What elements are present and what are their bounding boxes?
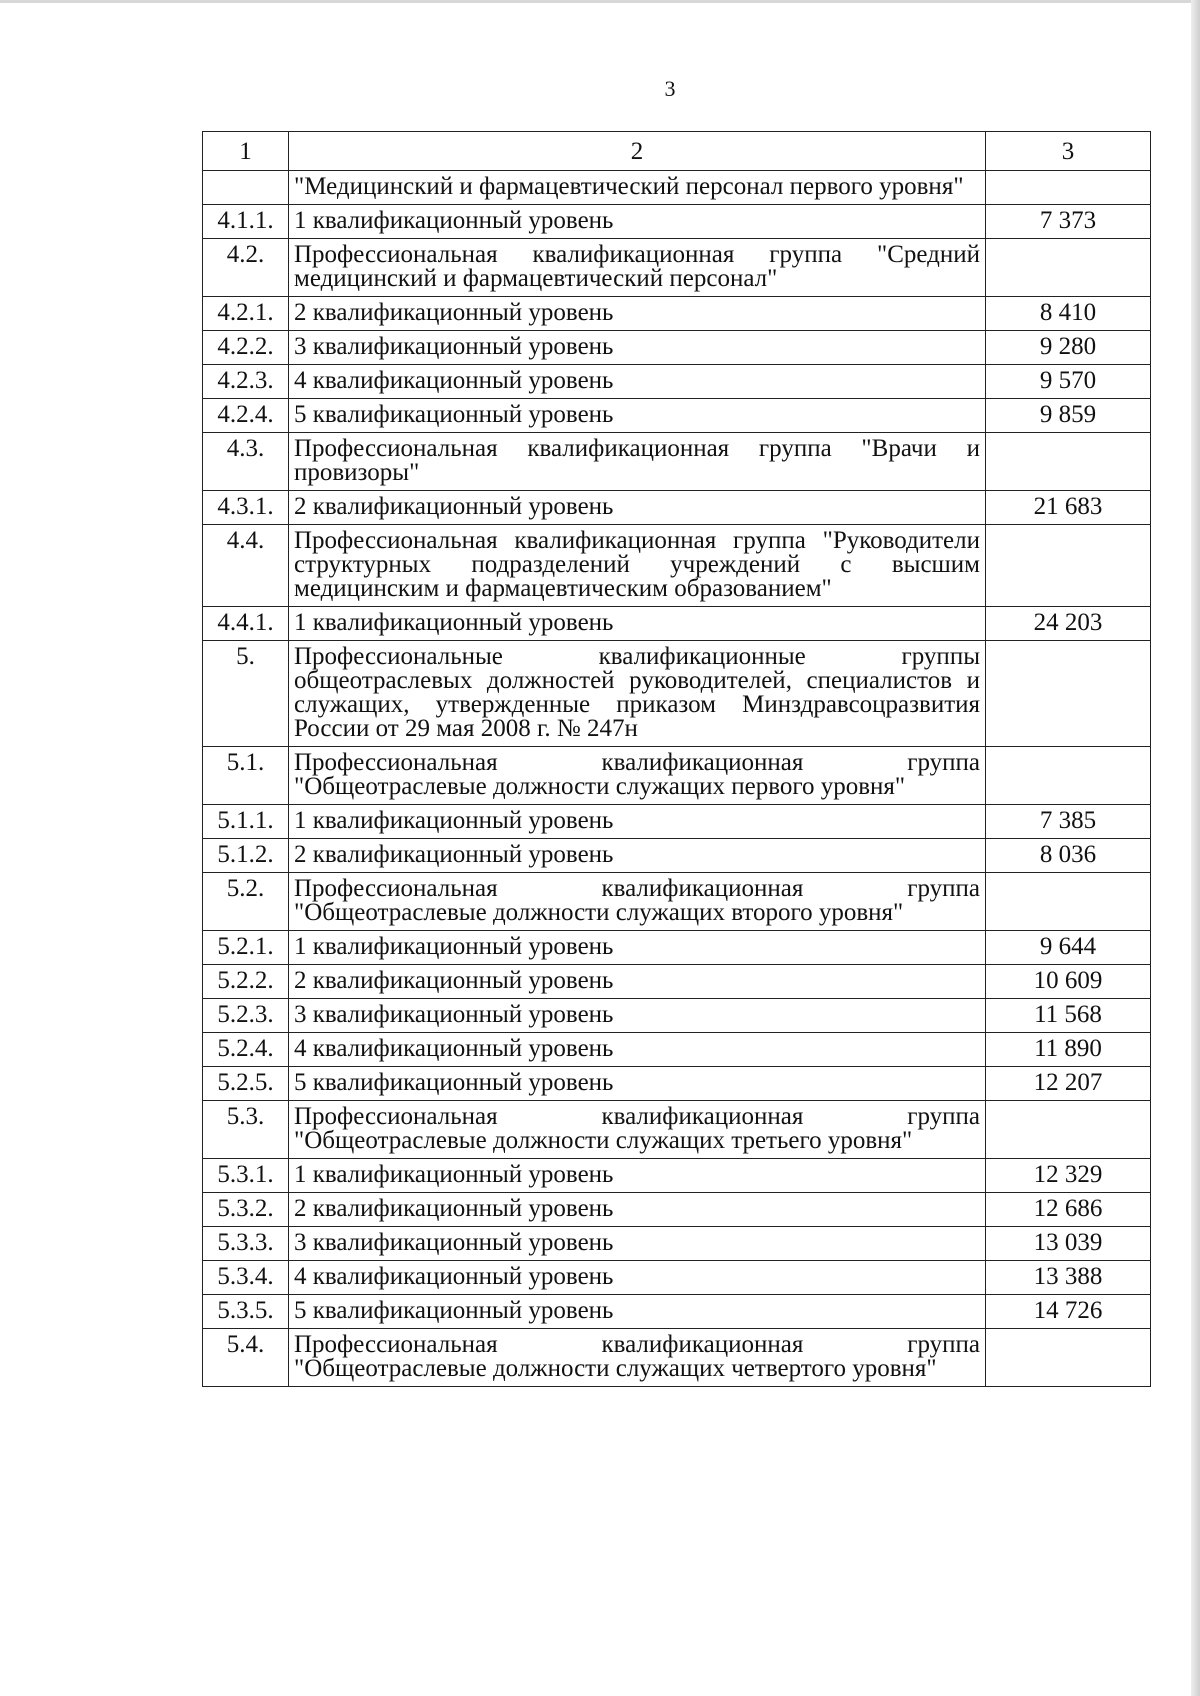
table-row	[203, 239, 1151, 297]
row-name: 4 квалификационный уровень	[289, 365, 986, 399]
table-row	[203, 1261, 1151, 1295]
row-number: 4.3.1.	[203, 491, 289, 525]
table-header-row	[203, 132, 1151, 171]
row-name: 2 квалификационный уровень	[289, 491, 986, 525]
row-number: 5.1.2.	[203, 839, 289, 873]
row-name: 2 квалификационный уровень	[289, 839, 986, 873]
row-name: "Медицинский и фармацевтический персонал первого уровня"	[289, 171, 986, 205]
row-value: 7 385	[986, 805, 1151, 839]
row-name: 5 квалификационный уровень	[289, 399, 986, 433]
table-row	[203, 873, 1151, 931]
row-value	[986, 433, 1151, 491]
row-name: 4 квалификационный уровень	[289, 1261, 986, 1295]
row-number: 5.	[203, 641, 289, 747]
row-value: 12 329	[986, 1159, 1151, 1193]
table-row	[203, 1329, 1151, 1387]
table-row	[203, 839, 1151, 873]
row-value: 8 036	[986, 839, 1151, 873]
table-row	[203, 331, 1151, 365]
row-number: 4.4.1.	[203, 607, 289, 641]
row-value: 24 203	[986, 607, 1151, 641]
row-value: 9 570	[986, 365, 1151, 399]
row-number: 5.3.2.	[203, 1193, 289, 1227]
row-name: Профессиональная квалификационная группа "Общеотраслевые должности служащих второго уровня"	[289, 873, 986, 931]
table-row	[203, 1193, 1151, 1227]
row-name: Профессиональная квалификационная группа "Средний медицинский и фармацевтический персонал"	[289, 239, 986, 297]
table-row	[203, 1101, 1151, 1159]
row-number	[203, 171, 289, 205]
scan-right-edge	[1191, 0, 1200, 1696]
row-number: 5.2.3.	[203, 999, 289, 1033]
row-value: 11 568	[986, 999, 1151, 1033]
row-value: 9 859	[986, 399, 1151, 433]
row-value: 12 686	[986, 1193, 1151, 1227]
row-value: 14 726	[986, 1295, 1151, 1329]
table-row	[203, 171, 1151, 205]
row-number: 4.1.1.	[203, 205, 289, 239]
table-row	[203, 399, 1151, 433]
row-value: 9 280	[986, 331, 1151, 365]
row-value: 11 890	[986, 1033, 1151, 1067]
row-name: 2 квалификационный уровень	[289, 965, 986, 999]
row-name: 1 квалификационный уровень	[289, 1159, 986, 1193]
row-name: 2 квалификационный уровень	[289, 1193, 986, 1227]
column-header-number: 1	[203, 132, 289, 171]
table-row	[203, 999, 1151, 1033]
table-row	[203, 433, 1151, 491]
page-number: 3	[664, 76, 676, 101]
table-row	[203, 1033, 1151, 1067]
row-name: 3 квалификационный уровень	[289, 999, 986, 1033]
row-value: 13 039	[986, 1227, 1151, 1261]
row-value	[986, 525, 1151, 607]
table-row	[203, 965, 1151, 999]
row-value: 10 609	[986, 965, 1151, 999]
row-name: 5 квалификационный уровень	[289, 1067, 986, 1101]
table-row	[203, 1159, 1151, 1193]
table-row	[203, 747, 1151, 805]
row-value	[986, 239, 1151, 297]
row-name: 3 квалификационный уровень	[289, 1227, 986, 1261]
column-header-value: 3	[986, 132, 1151, 171]
row-value: 12 207	[986, 1067, 1151, 1101]
table-row	[203, 931, 1151, 965]
column-header-name: 2	[289, 132, 986, 171]
table-row	[203, 525, 1151, 607]
row-number: 5.3.5.	[203, 1295, 289, 1329]
row-value	[986, 641, 1151, 747]
row-number: 4.2.2.	[203, 331, 289, 365]
row-value	[986, 171, 1151, 205]
row-value: 13 388	[986, 1261, 1151, 1295]
row-number: 5.3.3.	[203, 1227, 289, 1261]
scan-top-edge	[0, 0, 1200, 3]
row-number: 5.4.	[203, 1329, 289, 1387]
row-value: 8 410	[986, 297, 1151, 331]
table-row	[203, 205, 1151, 239]
table-row	[203, 805, 1151, 839]
row-number: 4.4.	[203, 525, 289, 607]
row-number: 4.2.	[203, 239, 289, 297]
table-row	[203, 491, 1151, 525]
row-name: 2 квалификационный уровень	[289, 297, 986, 331]
row-number: 5.2.4.	[203, 1033, 289, 1067]
row-number: 4.2.3.	[203, 365, 289, 399]
row-number: 5.2.	[203, 873, 289, 931]
table-row	[203, 365, 1151, 399]
row-number: 5.2.1.	[203, 931, 289, 965]
row-name: 1 квалификационный уровень	[289, 931, 986, 965]
row-value	[986, 747, 1151, 805]
row-number: 5.3.	[203, 1101, 289, 1159]
table-row	[203, 1227, 1151, 1261]
table-row	[203, 641, 1151, 747]
row-number: 5.3.1.	[203, 1159, 289, 1193]
row-number: 5.2.5.	[203, 1067, 289, 1101]
row-number: 4.3.	[203, 433, 289, 491]
row-value	[986, 873, 1151, 931]
row-name: Профессиональная квалификационная группа "Руководители структурных подразделений учреждений с высшим медицинским и фармацевтическим образованием"	[289, 525, 986, 607]
row-number: 4.2.4.	[203, 399, 289, 433]
row-name: 1 квалификационный уровень	[289, 205, 986, 239]
row-name: Профессиональные квалификационные группы общеотраслевых должностей руководителей, специалистов и служащих, утвержденные приказом Минздравсоцразвития России от 29 мая 2008 г. № 247н	[289, 641, 986, 747]
row-name: 1 квалификационный уровень	[289, 805, 986, 839]
row-name: Профессиональная квалификационная группа "Общеотраслевые должности служащих первого уровня"	[289, 747, 986, 805]
row-value: 21 683	[986, 491, 1151, 525]
row-name: Профессиональная квалификационная группа "Врачи и провизоры"	[289, 433, 986, 491]
table-row	[203, 297, 1151, 331]
row-name: Профессиональная квалификационная группа "Общеотраслевые должности служащих третьего уровня"	[289, 1101, 986, 1159]
row-value	[986, 1329, 1151, 1387]
row-name: Профессиональная квалификационная группа "Общеотраслевые должности служащих четвертого уровня"	[289, 1329, 986, 1387]
row-number: 5.2.2.	[203, 965, 289, 999]
row-value	[986, 1101, 1151, 1159]
row-number: 4.2.1.	[203, 297, 289, 331]
row-name: 1 квалификационный уровень	[289, 607, 986, 641]
salary-table	[202, 131, 1151, 1387]
row-name: 4 квалификационный уровень	[289, 1033, 986, 1067]
table-row	[203, 1067, 1151, 1101]
row-value: 7 373	[986, 205, 1151, 239]
row-name: 5 квалификационный уровень	[289, 1295, 986, 1329]
row-number: 5.1.	[203, 747, 289, 805]
row-value: 9 644	[986, 931, 1151, 965]
row-number: 5.3.4.	[203, 1261, 289, 1295]
row-number: 5.1.1.	[203, 805, 289, 839]
row-name: 3 квалификационный уровень	[289, 331, 986, 365]
table-row	[203, 1295, 1151, 1329]
table-row	[203, 607, 1151, 641]
